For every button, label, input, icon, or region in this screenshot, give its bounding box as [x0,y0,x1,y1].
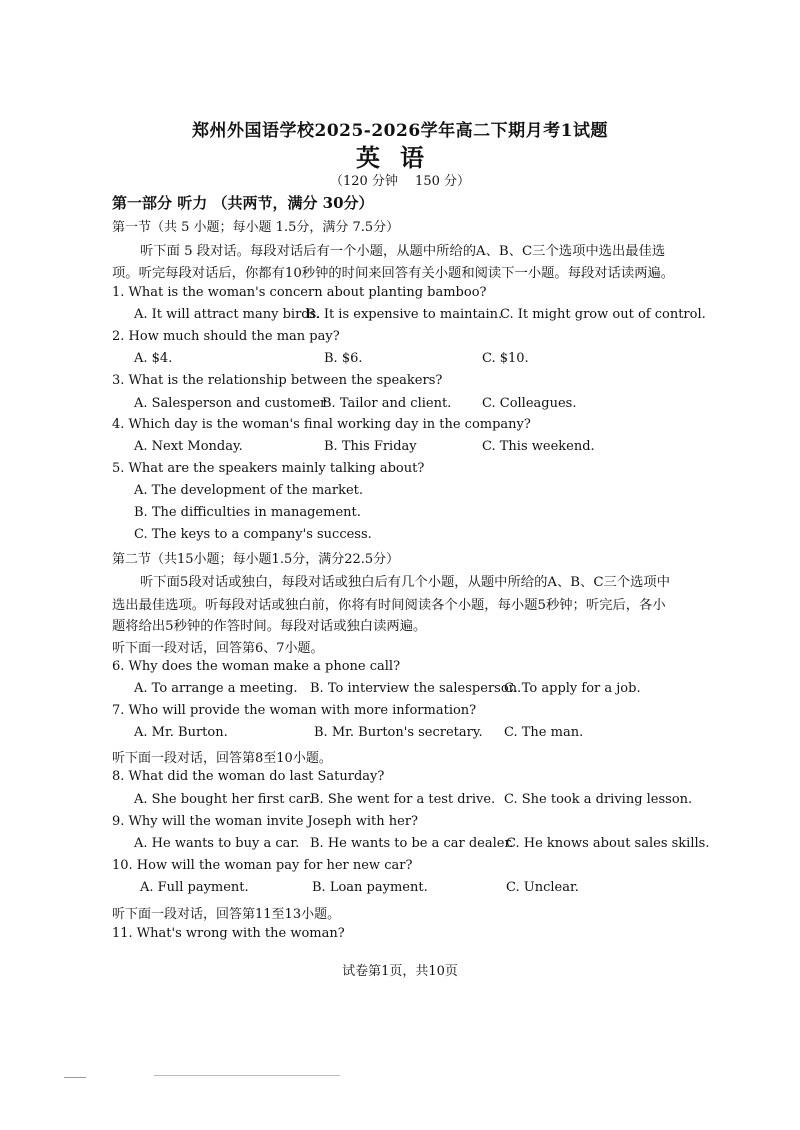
section1-instructions-line2: 项。听完每段对话后，你都有10秒钟的时间来回答有关小题和阅读下一小题。每段对话读两遍。 [112,266,675,281]
section1-heading: 第一节（共 5 小题；每小题 1.5分，满分 7.5分） [112,220,400,235]
question-1-option-c: C. It might grow out of control. [500,307,706,322]
question-3-stem: 3. What is the relationship between the speakers? [112,373,443,388]
question-2-stem: 2. How much should the man pay? [112,329,340,344]
question-4-option-b: B. This Friday [324,439,417,454]
question-9-stem: 9. Why will the woman invite Joseph with her? [112,814,419,829]
question-6-stem: 6. Why does the woman make a phone call? [112,659,401,674]
question-6-option-a: A. To arrange a meeting. [134,681,298,696]
question-4-stem: 4. Which day is the woman's final working day in the company? [112,417,531,432]
question-5-option-a: A. The development of the market. [134,483,364,498]
question-4-option-c: C. This weekend. [482,439,595,454]
question-10-stem: 10. How will the woman pay for her new car? [112,858,413,873]
question-8-option-c: C. She took a driving lesson. [504,792,693,807]
question-11-stem: 11. What's wrong with the woman? [112,926,345,941]
question-6-option-c: C. To apply for a job. [504,681,641,696]
question-1-option-b: B. It is expensive to maintain. [306,307,503,322]
question-8-stem: 8. What did the woman do last Saturday? [112,769,385,784]
question-5-option-c: C. The keys to a company's success. [134,527,372,542]
question-10-option-c: C. Unclear. [506,880,579,895]
question-9-option-a: A. He wants to buy a car. [134,836,300,851]
direction-q6-7: 听下面一段对话，回答第6、7小题。 [112,641,324,656]
subject-title: 英语 [356,143,444,172]
question-7-stem: 7. Who will provide the woman with more information? [112,703,477,718]
question-10-option-b: B. Loan payment. [312,880,428,895]
question-3-option-b: B. Tailor and client. [322,396,452,411]
question-7-option-b: B. Mr. Burton's secretary. [314,725,483,740]
question-5-option-b: B. The difficulties in management. [134,505,361,520]
scan-artifact-line [154,1075,340,1076]
question-9-option-b: B. He wants to be a car dealer. [310,836,514,851]
question-8-option-a: A. She bought her first car. [134,792,313,807]
question-1-option-a: A. It will attract many birds. [134,307,321,322]
question-3-option-c: C. Colleagues. [482,396,577,411]
section2-instructions-line1: 听下面5段对话或独白，每段对话或独白后有几个小题，从题中所给的A、B、C三个选项中 [140,575,670,590]
section1-instructions-line1: 听下面 5 段对话。每段对话后有一个小题，从题中所给的A、B、C三个选项中选出最佳选 [140,244,666,259]
question-2-option-b: B. $6. [324,351,363,366]
scan-artifact-line [64,1077,86,1078]
page-footer: 试卷第1页，共10页 [342,964,458,979]
question-7-option-c: C. The man. [504,725,584,740]
direction-q8-10: 听下面一段对话，回答第8至10小题。 [112,751,332,766]
section2-instructions-line2: 选出最佳选项。听每段对话或独白前，你将有时间阅读各个小题，每小题5秒钟；听完后，各小 [112,598,666,613]
question-2-option-c: C. $10. [482,351,529,366]
question-8-option-b: B. She went for a test drive. [310,792,496,807]
section2-heading: 第二节（共15小题；每小题1.5分，满分22.5分） [112,552,400,567]
question-2-option-a: A. $4. [134,351,173,366]
question-6-option-b: B. To interview the salesperson. [310,681,522,696]
direction-q11-13: 听下面一段对话，回答第11至13小题。 [112,907,341,922]
question-3-option-a: A. Salesperson and customer [134,396,327,411]
exam-timing: （120 分钟 150 分） [329,174,471,189]
question-9-option-c: C. He knows about sales skills. [506,836,710,851]
question-5-stem: 5. What are the speakers mainly talking about? [112,461,425,476]
exam-title: 郑州外国语学校2025-2026学年高二下期月考1试题 [191,121,608,141]
question-7-option-a: A. Mr. Burton. [134,725,228,740]
part-heading: 第一部分 听力 （共两节，满分 30分） [112,194,374,212]
question-1-stem: 1. What is the woman's concern about planting bamboo? [112,285,487,300]
question-10-option-a: A. Full payment. [140,880,249,895]
question-4-option-a: A. Next Monday. [134,439,243,454]
section2-instructions-line3: 题将给出5秒钟的作答时间。每段对话或独白读两遍。 [112,619,427,634]
